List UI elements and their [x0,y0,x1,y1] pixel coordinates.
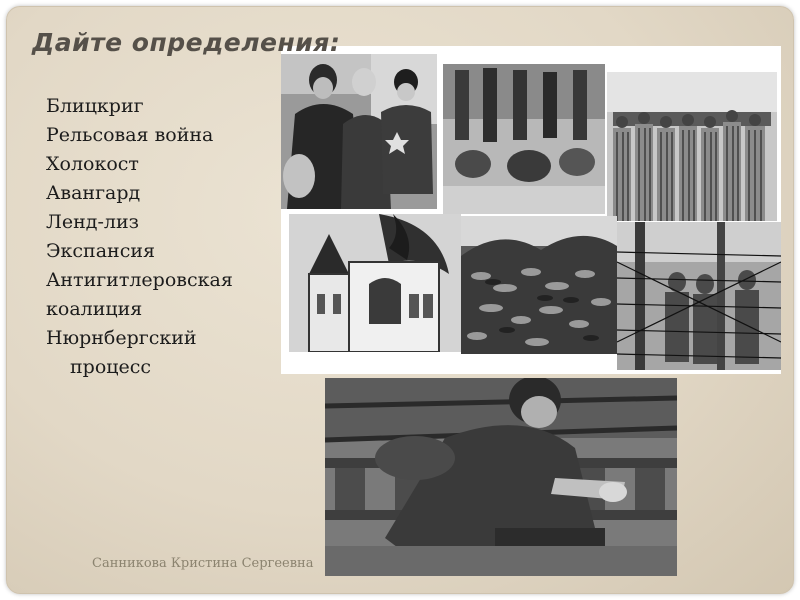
photo-camp-prisoners-lineup [607,72,777,221]
term-holocaust: Холокост [46,153,139,175]
term-anti-hitler: Антигитлеровская [46,269,233,291]
term-rail-war: Рельсовая война [46,124,214,146]
photo-shoe-pile [461,216,617,354]
term-nuremberg: Нюрнбергский [46,327,197,349]
author-name: Санникова Кристина Сергеевна [92,556,314,571]
photo-soldiers-kneeling-prisoners [443,64,605,214]
photo-barbed-wire-fence [617,222,781,370]
photo-deported-family [281,54,437,209]
term-lend-lease: Ленд-лиз [46,211,139,233]
term-expansion: Экспансия [46,240,155,262]
slide-title: Дайте определения: [32,28,341,57]
photo-railway-partisan [325,378,677,576]
term-trial: процесс [70,356,152,378]
term-blitzkrieg: Блицкриг [46,95,144,117]
photo-collage [281,46,781,374]
term-list [46,92,233,382]
photo-burning-synagogue [289,214,461,352]
term-vanguard: Авангард [46,182,141,204]
term-coalition: коалиция [46,298,143,320]
